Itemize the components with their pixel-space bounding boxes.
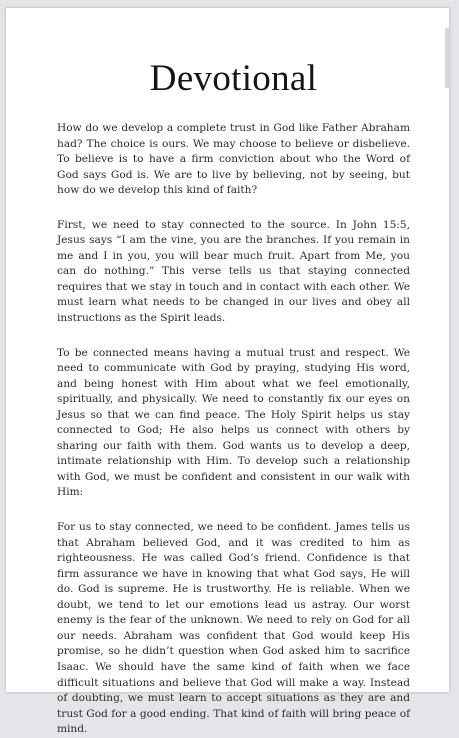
paragraph-3: To be connected means having a mutual trust and respect. We need to communicate with God by praying, studying His word, and being honest with Him about what we feel emotionally, spiritually, and physically. We need to constantly fix our eyes on Jesus so that we can find peace. The Holy Spirit helps us stay connected to God; He also helps us connect with others by sharing our faith with them. God wants us to develop a deep, intimate relationship with Him. To develop such a relationship with God, we must be confident and consistent in our walk with Him:	[57, 346, 410, 499]
page-edge	[445, 28, 449, 88]
document-page	[6, 8, 449, 736]
page-title: Devotional	[149, 58, 318, 99]
paragraph-1: How do we develop a complete trust in God like Father Abraham had? The choice is ours. We may choose to believe or disbelieve. To believe is to have a firm conviction about who the Word of God says God is. We are to live by believing, not by seeing, but how do we develop this kind of faith?	[57, 122, 410, 197]
paragraph-4: For us to stay connected, we need to be confident. James tells us that Abraham believed God, and it was credited to him as righteousness. He was called God’s friend. Confidence is that firm assurance we have in knowing that what God says, He will do. God is supreme. He is trustworthy. He is reliable. When we doubt, we tend to let our emotions lead us astray. Our worst enemy is the fear of the unknown. We need to rely on God for all our needs. Abraham was confident that God would keep His promise, so he didn’t question when God asked him to sacrifice Isaac. We should have the same kind of faith when we face difficult situations and believe that God will make a way. Instead of doubting, we must learn to accept situations as they are and trust God for a good ending. That kind of faith will bring peace of mind.	[57, 521, 410, 736]
paragraph-2: First, we need to stay connected to the source. In John 15:5, Jesus says “I am the vine, you are the branches. If you remain in me and I in you, you will bear much fruit. Apart from Me, you can do nothing.” This verse tells us that staying connected requires that we stay in touch and in contact with each other. We must learn what needs to be changed in our lives and obey all instructions as the Spirit leads.	[57, 218, 410, 325]
